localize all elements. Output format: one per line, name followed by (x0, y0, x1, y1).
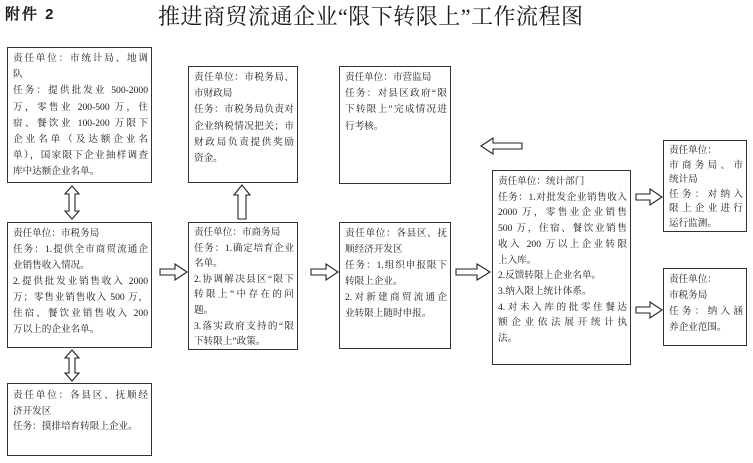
box-text-line: 资金。 (194, 153, 223, 165)
right-arrow-statistics-to-monitoring (636, 189, 662, 205)
box-text-line: 任务：纳入涵 (669, 306, 743, 317)
box-text-line: 责任单位：各县区、抚顺经 (13, 390, 148, 401)
right-arrow-tax-to-commerce (160, 264, 187, 280)
box-text-line: 名单。 (194, 258, 223, 270)
box-text-line: 企业名单（及达额企业名 (13, 134, 148, 146)
box-text-line: 业转限上随时申报。 (345, 308, 432, 319)
box-text-line: 市税务局 (669, 290, 708, 301)
box-text-line: 任务：1.组织申报限下 (345, 260, 447, 271)
box-text-line: 责任单位：市商务局 (194, 227, 281, 238)
box-text-line: 责任单位：统计部门 (498, 176, 585, 187)
box-text-line: 任务：摸排培育转限上企业。 (13, 421, 138, 432)
box-text-line: 额企业依法展开统计执 (498, 317, 627, 329)
right-arrow-statistics-to-tax (636, 302, 662, 318)
up-arrow-commerce-to-finance (234, 185, 250, 219)
box-text-line: 2.协调解决县区“限下 (194, 273, 294, 285)
box-text-line: 责任单位：市营监局 (345, 72, 432, 83)
box-text-line: 2.对新建商贸流通企 (345, 292, 447, 303)
box-text-line: 上入库。 (498, 254, 537, 266)
box-text-line: 万以上的企业名单。 (13, 324, 100, 335)
double-arrow-tax-counties (65, 350, 79, 381)
box-text-line: 限上企业进行 (669, 203, 743, 215)
box-text-line: 单），国家限下企业抽样调查 (13, 150, 148, 162)
box-text-line: 任务：提供批发业 500-2000 (13, 85, 148, 97)
box-text-line: 3.落实政府支持的“限 (194, 320, 294, 332)
left-arrow-to-assessment (481, 138, 522, 154)
box-text-line: 转限上企业。 (345, 276, 403, 287)
right-arrow-commerce-to-counties (311, 264, 338, 280)
box-text-line: 转限上”中存在的问 (194, 289, 294, 301)
box-text-line: 企业纳税情况把关；市 (194, 120, 294, 132)
box-text-line: 收入 200 万以上企业转限 (498, 238, 627, 250)
box-text-line: 3.纳入限上统计体系。 (498, 285, 592, 297)
box-text-line: 2.反馈转限上企业名单。 (498, 270, 602, 282)
box-text-line: 责任单位：市统计局、地调 (13, 53, 148, 64)
box-text-line: 任务：对纳入 (669, 188, 743, 200)
box-text-line: 市财政局 (194, 88, 233, 100)
box-text-line: 住宿、餐饮业销售收入 200 (13, 308, 148, 319)
attachment-label: 附件 2 (5, 6, 56, 23)
box-text-line: 2.提供批发业销售收入 2000 (13, 276, 148, 287)
box-text-line: 养企业范围。 (669, 322, 727, 333)
box-text-line: 统计局 (669, 174, 698, 186)
box-text-line: 任务：1.确定培育企业 (194, 242, 294, 254)
box-text-line: 责任单位：市税务局 (13, 228, 100, 239)
box-text-line: 任务：1.提供全市商贸流通企 (13, 244, 148, 255)
box-text-line: 责任单位： (669, 274, 717, 285)
box-text-line: 责任单位：各县区、抚 (345, 228, 447, 239)
box-text-line: 题。 (194, 304, 214, 316)
box-text-line: 500 万，住宿、餐饮业销售 (498, 223, 627, 235)
box-text-line: 财政局负责提供奖励 (194, 136, 294, 148)
box-text-line: 法。 (498, 333, 518, 345)
box-text-line: 万，零售业 200-500 万，住 (13, 101, 148, 113)
box-text-line: 业销售收入情况。 (13, 260, 90, 271)
page-title: 推进商贸流通企业“限下转限上”工作流程图 (158, 4, 584, 29)
box-text-line: 4.对未入库的批零住餐达 (498, 301, 627, 313)
box-text-line: 顺经济开发区 (345, 244, 403, 255)
box-text-line: 任务：1.对批发企业销售收入 (498, 191, 627, 203)
box-text-line: 任务：对县区政府“限 (345, 88, 447, 100)
box-text-line: 下转限上”完成情况进 (345, 104, 447, 116)
box-text-line: 行考核。 (345, 120, 384, 132)
box-text-line: 队 (13, 69, 23, 81)
box-text-line: 2000 万，零售业企业销售 (498, 207, 627, 219)
box-text-line: 市商务局、市 (669, 159, 743, 171)
box-text-line: 库中达额企业名单。 (13, 166, 100, 178)
box-text-line: 下转限上”政策。 (194, 336, 266, 348)
box-text-line: 责任单位： (669, 145, 717, 156)
box-text-line: 运行监测。 (669, 217, 717, 229)
box-text-line: 任务：市税务局负责对 (194, 104, 294, 116)
box-text-line: 责任单位：市税务局、 (194, 72, 294, 83)
box-text-line: 济开发区 (13, 405, 52, 417)
box-text-line: 万；零售业销售收入 500 万， (13, 292, 148, 303)
box-text-line: 宿、餐饮业 100-200 万限下 (13, 117, 148, 129)
double-arrow-stats-tax (65, 186, 79, 219)
right-arrow-counties-to-statistics (456, 264, 490, 280)
